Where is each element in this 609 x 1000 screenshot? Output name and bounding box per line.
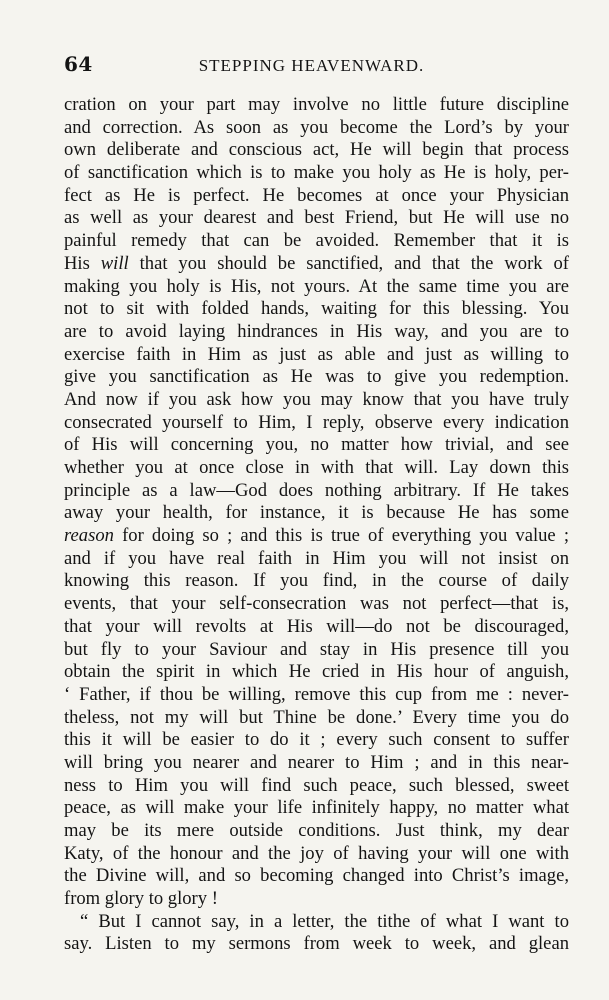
text-line: that your will revolts at His will—do not be discouraged, bbox=[64, 615, 569, 637]
text-line: consecrated yourself to Him, I reply, observe every indication bbox=[64, 411, 569, 433]
text-line: fect as He is perfect. He becomes at once your Physician bbox=[64, 184, 569, 206]
text-line: may be its mere outside conditions. Just think, my dear bbox=[64, 820, 569, 841]
emphasized-word: reason bbox=[64, 525, 114, 547]
page-number: 64 bbox=[64, 52, 93, 76]
text-line: ness to Him you will find such peace, such blessed, sweet bbox=[64, 774, 569, 796]
emphasized-word: will bbox=[100, 252, 129, 274]
text-line: obtain the spirit in which He cried in His hour of anguish, bbox=[64, 661, 569, 683]
text-line: events, that your self-consecration was not perfect—that is, bbox=[64, 593, 569, 615]
running-head: STEPPING HEAVENWARD. bbox=[198, 56, 425, 75]
text-line: are to avoid laying hindrances in His way, and you are to bbox=[64, 320, 569, 342]
page-header bbox=[64, 52, 559, 78]
text-line: not to sit with folded hands, waiting for this blessing. You bbox=[64, 298, 569, 320]
text-line: own deliberate and conscious act, He will begin that process bbox=[64, 139, 569, 161]
text-line: but fly to your Saviour and stay in His presence till you bbox=[64, 638, 569, 660]
text-line: And now if you ask how you may know that you have truly bbox=[64, 388, 569, 410]
text-line: knowing this reason. If you find, in the course of daily bbox=[64, 570, 569, 592]
text-line: give you sanctification as He was to give you redemption. bbox=[64, 366, 569, 388]
text-line bbox=[64, 525, 569, 548]
text-line: cration on your part may involve no little future discipline bbox=[64, 94, 569, 115]
text-line: will bring you nearer and nearer to Him ; and in this near- bbox=[64, 751, 569, 773]
text-line: ‘ Father, if thou be willing, remove this cup from me : never- bbox=[64, 683, 569, 705]
text-line: away your health, for instance, it is because He has some bbox=[64, 502, 569, 524]
text-line bbox=[64, 253, 569, 276]
text-line: Katy, of the honour and the joy of having your will one with bbox=[64, 842, 569, 864]
text-line: principle as a law—God does nothing arbitrary. If He takes bbox=[64, 479, 569, 501]
text-line: say. Listen to my sermons from week to week, and glean bbox=[64, 933, 569, 955]
text-line: exercise faith in Him as just as able and just as willing to bbox=[64, 343, 569, 365]
text-line: this it will be easier to do it ; every such consent to suffer bbox=[64, 729, 569, 751]
text-line: of His will concerning you, no matter how trivial, and see bbox=[64, 434, 569, 456]
text-line: whether you at once close in with that will. Lay down this bbox=[64, 457, 569, 478]
text-line: peace, as will make your life infinitely happy, no matter what bbox=[64, 797, 569, 819]
text-line: painful remedy that can be avoided. Remember that it is bbox=[64, 230, 569, 252]
text-line: making you holy is His, not yours. At the same time you are bbox=[64, 275, 569, 297]
text-run: that you should be sanctified, and that the work of bbox=[128, 252, 569, 274]
text-line: theless, not my will but Thine be done.’ Every time you do bbox=[64, 706, 569, 728]
text-run: for doing so ; and this is true of everything you value ; bbox=[113, 525, 569, 547]
body-text bbox=[64, 94, 569, 956]
text-line: and if you have real faith in Him you will not insist on bbox=[64, 547, 569, 569]
text-line: “ But I cannot say, in a letter, the tithe of what I want to bbox=[80, 910, 569, 932]
text-line: of sanctification which is to make you holy as He is holy, per- bbox=[64, 162, 569, 184]
text-line: as well as your dearest and best Friend, but He will use no bbox=[64, 207, 569, 229]
text-line: and correction. As soon as you become the Lord’s by your bbox=[64, 116, 569, 138]
text-run: His bbox=[64, 252, 101, 274]
text-line: the Divine will, and so becoming changed into Christ’s image, bbox=[64, 865, 569, 887]
text-line: from glory to glory ! bbox=[64, 888, 218, 910]
